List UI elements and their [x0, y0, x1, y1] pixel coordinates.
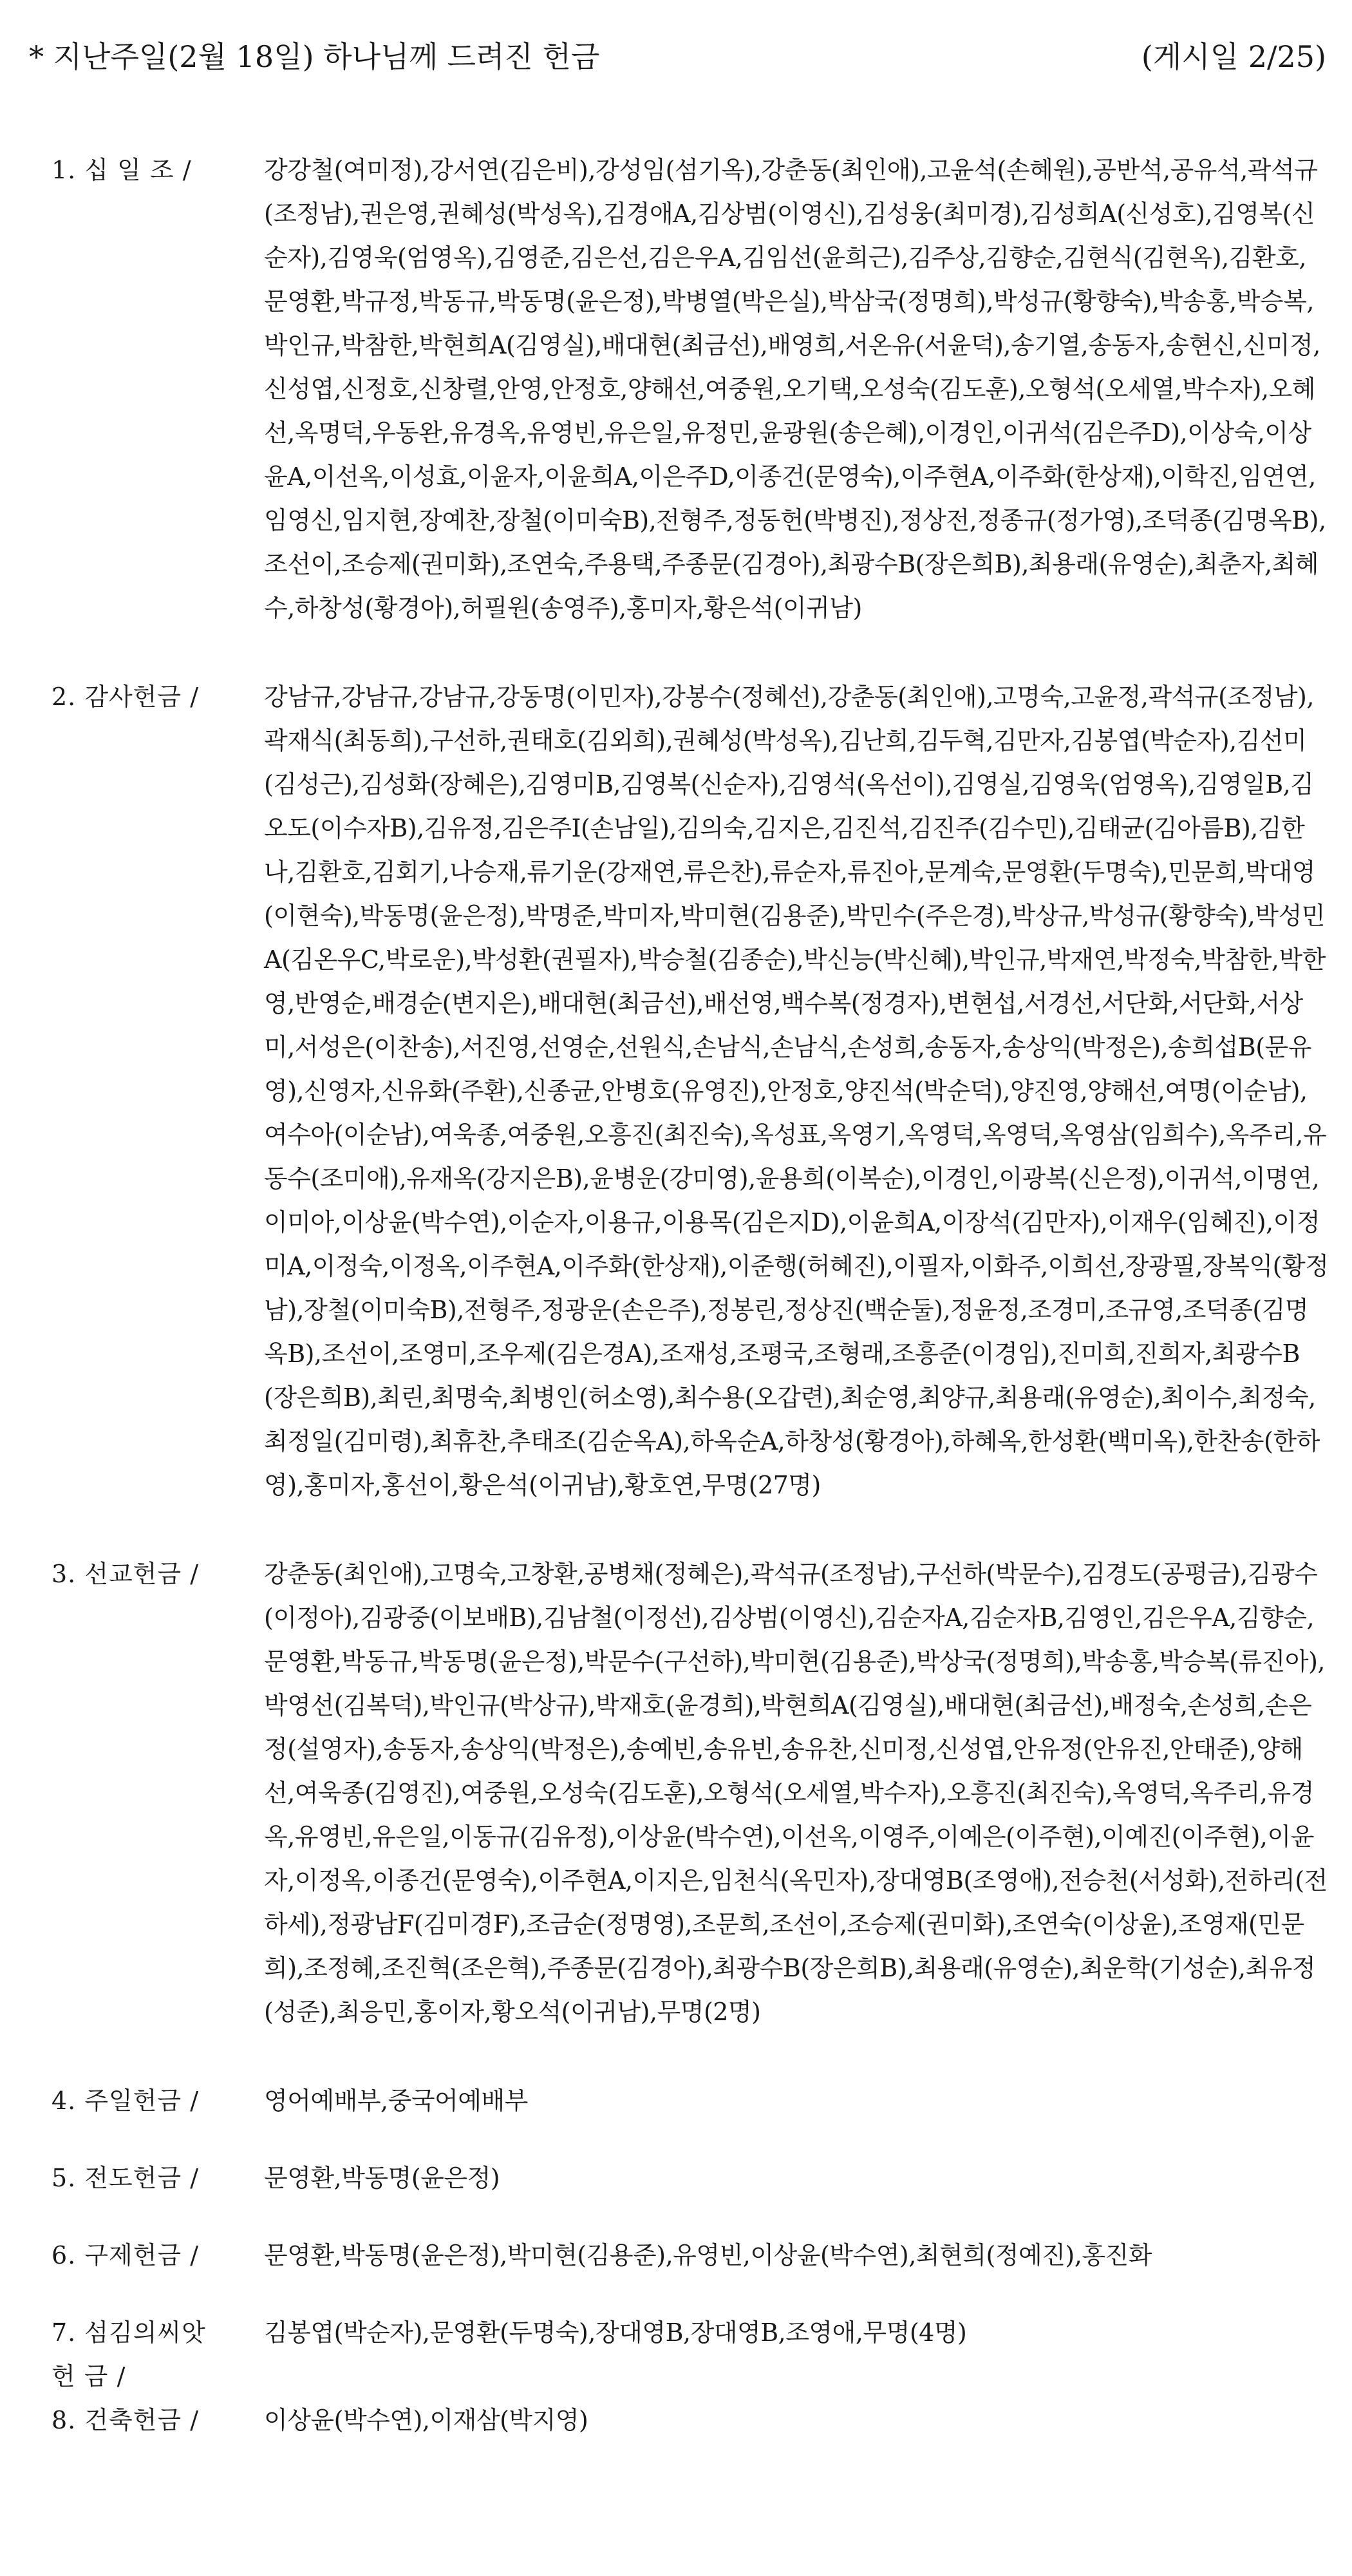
- offering-label: 1. 십 일 조 /: [52, 156, 192, 184]
- offering-item-relief: [52, 2233, 1329, 2277]
- offering-item-mission: [52, 1552, 1329, 2034]
- notice-title: * 지난주일(2월 18일) 하나님께 드려진 헌금: [29, 39, 600, 74]
- donor-names: 영어예배부,중국어예배부: [264, 2087, 528, 2115]
- offering-label: 2. 감사헌금 /: [52, 683, 200, 711]
- notice-header: [29, 31, 1326, 82]
- offering-item-evangelism: [52, 2156, 1329, 2200]
- donor-names: 강남규,강남규,강남규,강동명(이민자),강봉수(정혜선),강춘동(최인애),고명숙,고윤정,곽석규(조정남),곽재식(최동희),구선하,권태호(김외희),권혜성(박성옥),김난희,김두혁,김만자,김봉엽(박순자),김선미(김성근),김성화(장혜은),김영미B,김영복(신순자),김영석(옥선이),김영실,김영욱(엄영옥),김영일B,김오도(이수자B),김유정,김은주I(손남일),김의숙,김지은,김진석,김진주(김수민),김태균(김아름B),김한나,김환호,김회기,나승재,류기운(강재연,류은찬),류순자,류진아,문계숙,문영환(두명숙),민문희,박대영(이현숙),박동명(윤은정),박명준,박미자,박미현(김용준),박민수(주은경),박상규,박성규(황향숙),박성민A(김온우C,박로운),박성환(권필자),박승철(김종순),박신능(박신혜),박인규,박재연,박정숙,박참한,박한영,반영순,배경순(변지은),배대현(최금선),배선영,백수복(정경자),변현섭,서경선,서단화,서단화,서상미,서성은(이찬송),서진영,선영순,선원식,손남식,손남식,손성희,송동자,송상익(박정은),송희섭B(문유영),신영자,신유화(주환),신종균,안병호(유영진),안정호,양진석(박순덕),양진영,양해선,여명(이순남),여수아(이순남),여욱종,여중원,오흥진(최진숙),옥성표,옥영기,옥영덕,옥영덕,옥영삼(임희수),옥주리,유동수(조미애),유재옥(강지은B),윤병운(강미영),윤용희(이복순),이경인,이광복(신은정),이귀석,이명연,이미아,이상윤(박수연),이순자,이용규,이용목(김은지D),이윤희A,이장석(김만자),이재우(임혜진),이정미A,이정숙,이정옥,이주현A,이주화(한상재),이준행(허혜진),이필자,이화주,이희선,장광필,장복익(황정남),장철(이미숙B),전형주,정광운(손은주),정봉린,정상진(백순둘),정윤정,조경미,조규영,조덕종(김명옥B),조선이,조영미,조우제(김은경A),조재성,조평국,조형래,조흥준(이경임),진미희,진희자,최광수B(장은희B),최린,최명숙,최병인(허소영),최수용(오갑련),최순영,최양규,최용래(유영순),최이수,최정숙,최정일(김미령),최휴찬,추태조(김순옥A),하옥순A,하창성(황경아),하혜옥,한성환(백미옥),한찬송(한하영),홍미자,홍선이,황은석(이귀남),황호연,무명(27명): [264, 683, 1329, 1499]
- donor-names: 이상윤(박수연),이재삼(박지영): [264, 2406, 588, 2434]
- offering-label: 3. 선교헌금 /: [52, 1560, 200, 1588]
- offering-label: 7. 섬김의씨앗 헌 금 /: [52, 2318, 206, 2391]
- offering-item-thanksgiving: [52, 675, 1329, 1507]
- donor-names: 강춘동(최인애),고명숙,고창환,공병채(정혜은),곽석규(조정남),구선하(박문수),김경도(공평금),김광수(이정아),김광중(이보배B),김남철(이정선),김상범(이영신),김순자A,김순자B,김영인,김은우A,김향순,문영환,박동규,박동명(윤은정),박문수(구선하),박미현(김용준),박상국(정명희),박송홍,박승복(류진아),박영선(김복덕),박인규(박상규),박재호(윤경희),박현희A(김영실),배대현(최금선),배정숙,손성희,손은정(설영자),송동자,송상익(박정은),송예빈,송유빈,송유찬,신미정,신성엽,안유정(안유진,안태준),양해선,여욱종(김영진),여중원,오성숙(김도훈),오형석(오세열,박수자),오흥진(최진숙),옥영덕,옥주리,유경옥,유영빈,유은일,이동규(김유정),이상윤(박수연),이선옥,이영주,이예은(이주현),이예진(이주현),이윤자,이정옥,이종건(문영숙),이주현A,이지은,임천식(옥민자),장대영B(조영애),전승천(서성화),전하리(전하세),정광남F(김미경F),조금순(정명영),조문희,조선이,조승제(권미화),조연숙(이상윤),조영재(민문희),조정혜,조진혁(조은혁),주종문(김경아),최광수B(장은희B),최용래(유영순),최운학(기성순),최유정(성준),최응민,홍이자,황오석(이귀남),무명(2명): [264, 1560, 1328, 2026]
- donor-names: 김봉엽(박순자),문영환(두명숙),장대영B,장대영B,조영애,무명(4명): [264, 2318, 967, 2347]
- donor-names: 강강철(여미정),강서연(김은비),강성임(섬기옥),강춘동(최인애),고윤석(손혜원),공반석,공유석,곽석규(조정남),권은영,권혜성(박성옥),김경애A,김상범(이영신),김성웅(최미경),김성희A(신성호),김영복(신순자),김영욱(엄영옥),김영준,김은선,김은우A,김임선(윤희근),김주상,김향순,김현식(김현옥),김환호,문영환,박규정,박동규,박동명(윤은정),박병열(박은실),박삼국(정명희),박성규(황향숙),박송홍,박승복,박인규,박참한,박현희A(김영실),배대현(최금선),배영희,서온유(서윤덕),송기열,송동자,송현신,신미정,신성엽,신정호,신창렬,안영,안정호,양해선,여중원,오기택,오성숙(김도훈),오형석(오세열,박수자),오혜선,옥명덕,우동완,유경옥,유영빈,유은일,유정민,윤광원(송은혜),이경인,이귀석(김은주D),이상숙,이상윤A,이선옥,이성효,이윤자,이윤희A,이은주D,이종건(문영숙),이주현A,이주화(한상재),이학진,임연연,임영신,임지현,장예찬,장철(이미숙B),전형주,정동헌(박병진),정상전,정종규(정가영),조덕종(김명옥B),조선이,조승제(권미화),조연숙,주용택,주종문(김경아),최광수B(장은희B),최용래(유영순),최춘자,최혜수,하창성(황경아),허필원(송영주),홍미자,황은석(이귀남): [264, 156, 1326, 622]
- offering-item-sunday: [52, 2079, 1329, 2123]
- offering-label: 4. 주일헌금 /: [52, 2087, 200, 2115]
- offering-label: 5. 전도헌금 /: [52, 2164, 200, 2192]
- offering-item-tithe: [52, 148, 1329, 630]
- offering-label: 6. 구제헌금 /: [52, 2241, 200, 2269]
- offering-list: [52, 148, 1329, 2442]
- offering-label: 8. 건축헌금 /: [52, 2406, 200, 2434]
- offering-item-building: [52, 2398, 1329, 2442]
- posted-date: (게시일 2/25): [1141, 39, 1326, 74]
- donor-names: 문영환,박동명(윤은정),박미현(김용준),유영빈,이상윤(박수연),최현희(정예진),홍진화: [264, 2241, 1152, 2269]
- donor-names: 문영환,박동명(윤은정): [264, 2164, 500, 2192]
- offering-item-service-seed: [52, 2311, 1329, 2398]
